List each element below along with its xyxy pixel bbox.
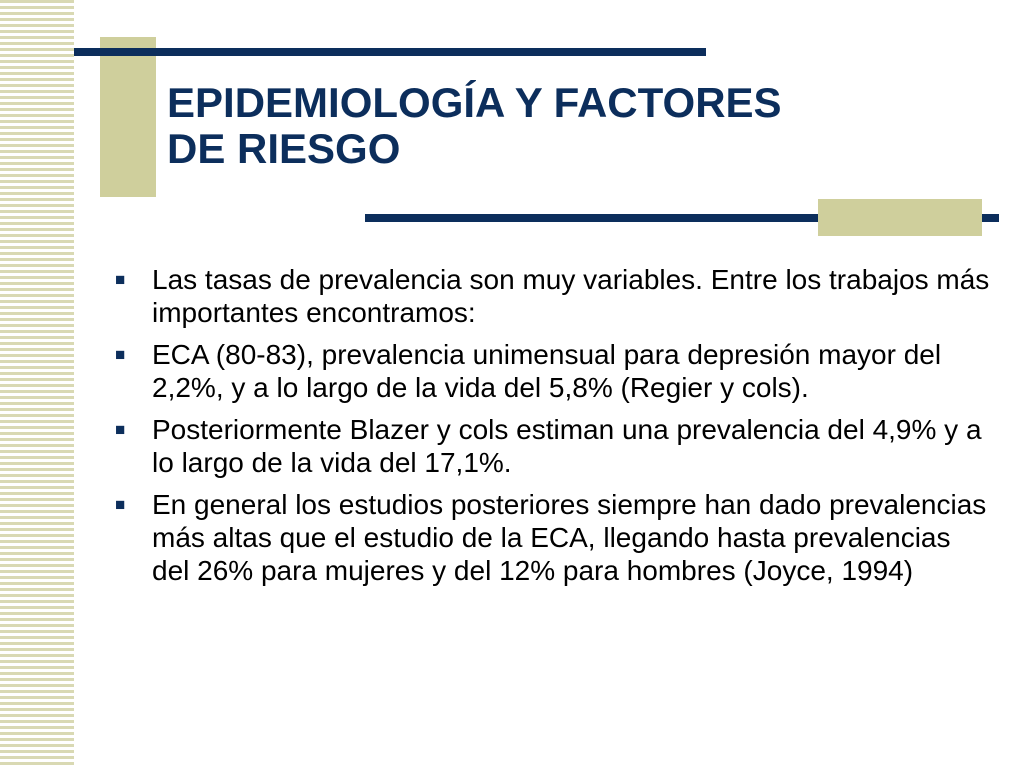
bottom-accent-block xyxy=(818,199,982,236)
title-accent-block xyxy=(100,37,156,197)
bullet-text: Posteriormente Blazer y cols estiman una prevalencia del 4,9% y a lo largo de la vida del 17,1%. xyxy=(152,414,982,478)
top-rule-line xyxy=(74,48,706,56)
square-bullet-icon: ■ xyxy=(115,345,126,364)
square-bullet-icon: ■ xyxy=(115,495,126,514)
list-item xyxy=(112,488,992,587)
bullet-text: En general los estudios posteriores siempre han dado prevalencias más altas que el estudio de la ECA, llegando hasta prevalencias del 26% para mujeres y del 12% para hombres (Joyce, 1994) xyxy=(152,489,987,586)
list-item xyxy=(112,338,992,404)
list-item xyxy=(112,413,992,479)
bullet-text: Las tasas de prevalencia son muy variables. Entre los trabajos más importantes encontramos: xyxy=(152,264,990,328)
bullet-list xyxy=(112,263,992,596)
slide-title: EPIDEMIOLOGÍA Y FACTORES DE RIESGO xyxy=(167,79,782,172)
square-bullet-icon: ■ xyxy=(115,420,126,439)
list-item xyxy=(112,263,992,329)
decorative-stripes xyxy=(0,0,74,768)
bullet-text: ECA (80-83), prevalencia unimensual para depresión mayor del 2,2%, y a lo largo de la vida del 5,8% (Regier y cols). xyxy=(152,339,942,403)
square-bullet-icon: ■ xyxy=(115,270,126,289)
